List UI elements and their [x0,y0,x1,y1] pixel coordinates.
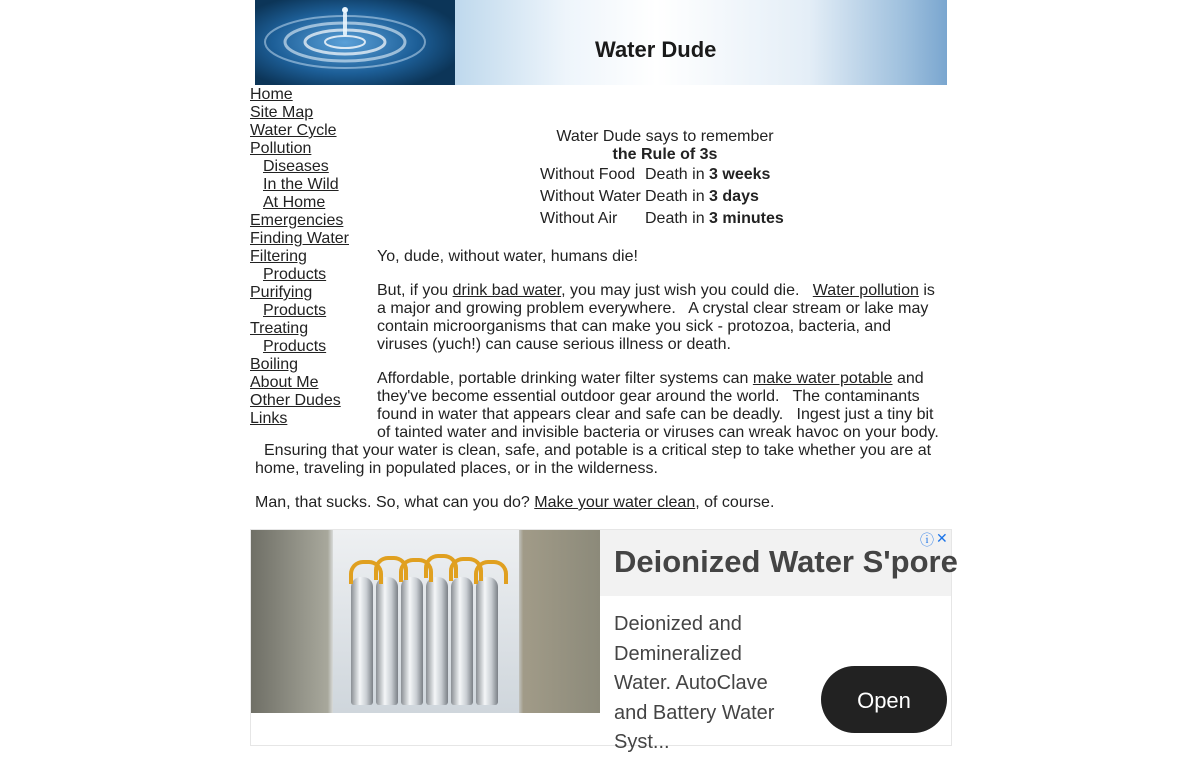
nav-link-products[interactable]: Products [263,338,327,355]
rule-without: Without Air [540,210,618,227]
nav-link-other-dudes[interactable]: Other Dudes [250,392,341,409]
rule-without: Without Food [540,166,636,183]
nav-link-at-home[interactable]: At Home [263,194,326,211]
site-title: Water Dude [595,37,717,62]
rule-death: Death in [645,210,705,227]
tank-shape [476,577,498,705]
tank-shape [451,577,473,705]
ad-close-icon[interactable]: ✕ [936,530,948,546]
ad-headline[interactable]: Deionized Water S'pore [614,544,958,579]
nav-link-purifying[interactable]: Purifying [250,284,313,301]
nav-link-about-me[interactable]: About Me [250,374,319,391]
water-pollution-link[interactable]: Water pollution [812,282,919,299]
nav-link-water-cycle[interactable]: Water Cycle [250,122,337,139]
make-your-water-clean-link[interactable]: Make your water clean [534,494,696,511]
rule-of-3s [540,128,790,230]
nav-link-products[interactable]: Products [263,266,327,283]
nav-link-pollution[interactable]: Pollution [250,140,312,157]
ad-body-text[interactable]: Deionized and Demineralized Water. AutoClave and Battery Water Syst... [614,613,775,753]
rule-value: 3 days [709,188,759,205]
site-header-banner [255,0,947,85]
ad-info-icon[interactable]: ⓘ [920,532,934,548]
nav-link-emergencies[interactable]: Emergencies [250,212,344,229]
rule-value: 3 minutes [709,210,784,227]
nav-link-home[interactable]: Home [250,86,293,103]
text: Affordable, portable drinking water filter systems can [377,370,753,387]
text: But, if you [377,282,453,299]
sidebar-nav [250,86,370,428]
paragraph-filters [377,370,942,442]
advertisement[interactable] [250,529,958,753]
nav-link-treating[interactable]: Treating [250,320,309,337]
tank-shape [376,577,398,705]
water-drop-image [255,0,455,85]
rule-row [540,164,790,186]
text: Man, that sucks. So, what can you do? [255,494,535,511]
ad-open-button[interactable]: Open [821,666,947,733]
rule-title: the Rule of 3s [612,146,718,163]
text: is a major and growing problem everywhere. A crystal clear stream or lake may contain microorganisms that can make you sick - protozoa, bacteria, and viruses (yuch!) can cause serious illness or death. [377,282,940,353]
rule-row [540,186,790,208]
tank-shape [351,577,373,705]
nav-link-diseases[interactable]: Diseases [263,158,329,175]
text: , of course. [695,494,775,511]
drink-bad-water-link[interactable]: drink bad water [452,282,562,299]
ad-image-water-tanks[interactable] [251,530,600,713]
rule-intro: Water Dude says to remember [556,128,774,145]
nav-link-site-map[interactable]: Site Map [250,104,314,121]
nav-link-boiling[interactable]: Boiling [250,356,299,373]
rule-without: Without Water [540,188,641,205]
hose-shape [474,560,508,584]
tank-shape [426,577,448,705]
rule-row [540,208,790,230]
nav-link-filtering[interactable]: Filtering [250,248,307,265]
paragraph-ensuring: Ensuring that your water is clean, safe, and potable is a critical step to take whether you are at home, traveling in populated places, or in the wilderness. [255,442,932,477]
paragraph-what-can-you-do [255,494,945,512]
nav-link-finding-water[interactable]: Finding Water [250,230,349,247]
text: and they've become essential outdoor gear around the world. The contaminants found in water that appears clear and safe can be deadly. Ingest just a tiny bit of tainted water and invisible bacteria or viruses can wreak havoc on your body. [377,370,939,441]
tank-shape [401,577,423,705]
make-water-potable-link[interactable]: make water potable [752,370,893,387]
rule-value: 3 weeks [709,166,771,183]
main-content [377,248,942,442]
paragraph-bad-water [377,282,942,354]
nav-link-products[interactable]: Products [263,302,327,319]
rule-death: Death in [645,166,705,183]
nav-link-in-the-wild[interactable]: In the Wild [263,176,339,193]
paragraph-intro: Yo, dude, without water, humans die! [377,248,638,265]
rule-death: Death in [645,188,705,205]
nav-link-links[interactable]: Links [250,410,288,427]
text: , you may just wish you could die. [561,282,813,299]
